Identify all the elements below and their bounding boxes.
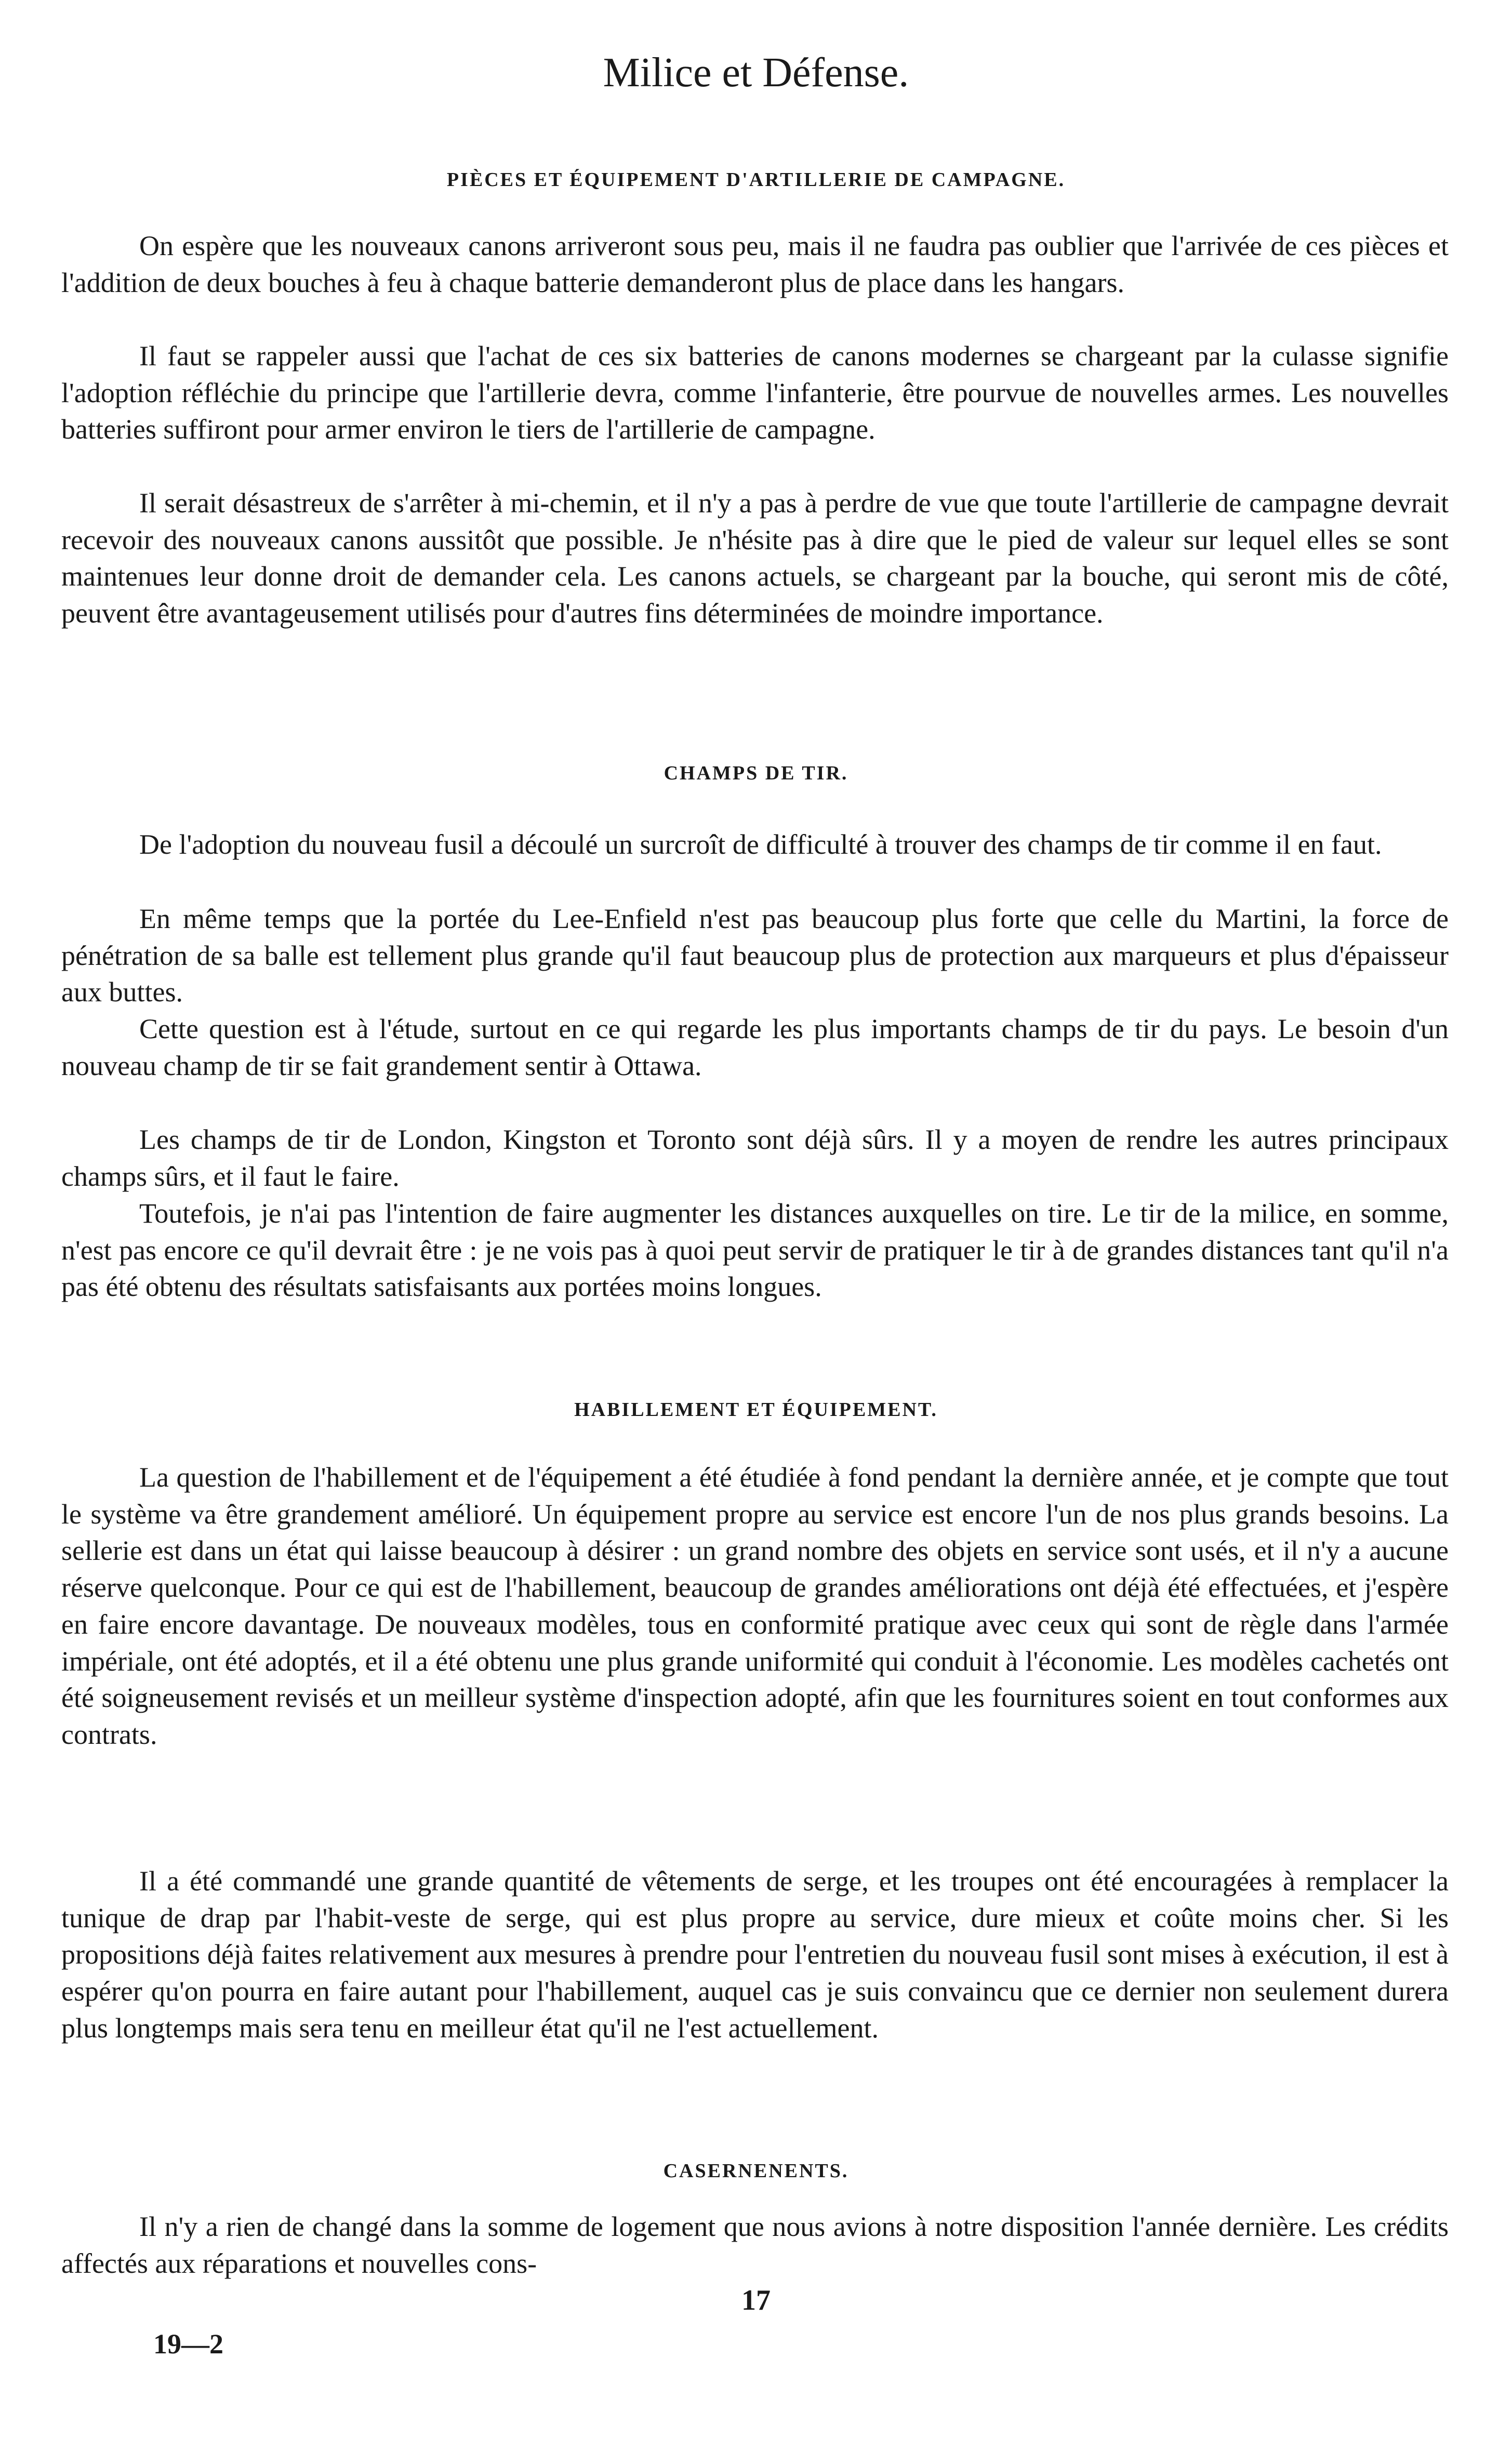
paragraph: Cette question est à l'étude, surtout en ce qui regarde les plus importants champs de tir du pays. Le besoin d'un nouveau champ de tir se fait grandement sentir à Ottawa. [61, 1013, 1449, 1081]
paragraph: Les champs de tir de London, Kingston et Toronto sont déjà sûrs. Il y a moyen de rendre les autres principaux champs sûrs, et il faut le faire. [61, 1124, 1449, 1192]
page-number: 17 [741, 2284, 771, 2316]
printer-signature: 19—2 [153, 2328, 223, 2360]
paragraph: Il serait désastreux de s'arrêter à mi-chemin, et il n'y a pas à perdre de vue que toute l'artillerie de campagne devrait recevoir des nouveaux canons aussitôt que possible. Je n'hésite pas à dire que le pied de valeur sur lequel elles se sont maintenues leur donne droit de demander cela. Les canons actuels, se chargeant par la bouche, qui seront mis de côté, peuvent être avantageusement utilisés pour d'autres fins déterminées de moindre importance. [61, 487, 1449, 629]
paragraph: Toutefois, je n'ai pas l'intention de faire augmenter les distances auxquelles on tire. Le tir de la milice, en somme, n'est pas encore ce qu'il devrait être : je ne vois pas à quoi peut servir de pratiquer le tir à de grandes distances tant qu'il n'a pas été obtenu des résultats satisfaisants aux portées moins longues. [61, 1198, 1449, 1303]
paragraph: La question de l'habillement et de l'équipement a été étudiée à fond pendant la dernière année, et je compte que tout le système va être grandement amélioré. Un équipement propre au service est encore l'un de nos plus grands besoins. La sellerie est dans un état qui laisse beaucoup à désirer : un grand nombre des objets en service sont usés, et il n'y a aucune réserve quelconque. Pour ce qui est de l'habillement, beaucoup de grandes améliorations ont déjà été effectuées, et j'espère en faire encore davantage. De nouveaux modèles, tous en conformité pratique avec ceux qui sont de règle dans l'armée impériale, ont été adoptés, et il a été obtenu une plus grande uniformité qui conduit à l'économie. Les modèles cachetés ont été soigneusement revisés et un meilleur système d'inspection adopté, afin que les fournitures soient en tout conformes aux contrats. [61, 1462, 1449, 1750]
running-title: Milice et Défense. [603, 50, 909, 96]
paragraph: On espère que les nouveaux canons arriveront sous peu, mais il ne faudra pas oublier que l'arrivée de ces pièces et l'addition de deux bouches à feu à chaque batterie demanderont plus de place dans les hangars. [61, 230, 1449, 298]
section-heading-casernements: CASERNENENTS. [663, 2160, 849, 2182]
section-heading-champs-de-tir: CHAMPS DE TIR. [664, 762, 848, 784]
paragraph: De l'adoption du nouveau fusil a découlé un surcroît de difficulté à trouver des champs de tir comme il en faut. [139, 829, 1382, 860]
paragraph: Il faut se rappeler aussi que l'achat de ces six batteries de canons modernes se chargeant par la culasse signifie l'adoption réfléchie du principe que l'artillerie devra, comme l'infanterie, être pourvue de nouvelles armes. Les nouvelles batteries suffiront pour armer environ le tiers de l'artillerie de campagne. [61, 340, 1449, 445]
paragraph: Il n'y a rien de changé dans la somme de logement que nous avions à notre disposition l'année dernière. Les crédits affectés aux réparations et nouvelles cons- [61, 2211, 1449, 2279]
section-heading-artillerie: PIÈCES ET ÉQUIPEMENT D'ARTILLERIE DE CAMPAGNE. [446, 169, 1066, 191]
section-heading-habillement: HABILLEMENT ET ÉQUIPEMENT. [574, 1399, 938, 1421]
paragraph: Il a été commandé une grande quantité de vêtements de serge, et les troupes ont été encouragées à remplacer la tunique de drap par l'habit-veste de serge, qui est plus propre au service, dure mieux et coûte moins cher. Si les propositions déjà faites relativement aux mesures à prendre pour l'entretien du nouveau fusil sont mises à exécution, il est à espérer qu'on pourra en faire autant pour l'habillement, auquel cas je suis convaincu que ce dernier non seulement durera plus longtemps mais sera tenu en meilleur état qu'il ne l'est actuellement. [61, 1865, 1449, 2044]
paragraph: En même temps que la portée du Lee-Enfield n'est pas beaucoup plus forte que celle du Martini, la force de pénétration de sa balle est tellement plus grande qu'il faut beaucoup plus de protection aux marqueurs et plus d'épaisseur aux buttes. [61, 903, 1449, 1008]
